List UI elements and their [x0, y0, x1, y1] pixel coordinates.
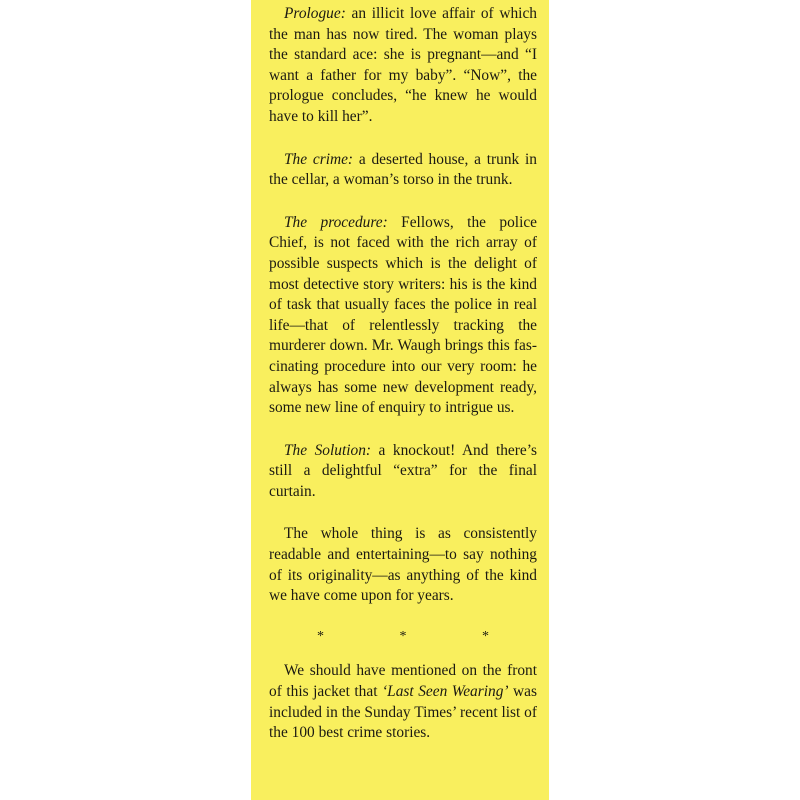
- jacket-flap: [251, 0, 549, 800]
- prologue-lead: Prologue:: [284, 5, 346, 22]
- crime-lead: The crime:: [284, 150, 354, 168]
- note-paragraph: [269, 661, 537, 743]
- solution-lead: The Solution:: [284, 441, 372, 459]
- note-text-after: was included in the Sunday Times’ recent list of the 100 best crime stories.: [269, 683, 537, 742]
- section-separator: * * *: [317, 628, 525, 644]
- procedure-lead: The procedure:: [284, 213, 388, 231]
- procedure-text: Fellows, the police Chief, is not faced with the rich array of possible suspects which is the delight of most detective story writers: his is the kind of task that usually faces the police in real life—that of relentlessly tracking the murderer down. Mr. Waugh brings this fascinating procedure into our very room: he always has some new development ready, some new line of enquiry to intrigue us.: [269, 213, 538, 417]
- summary-paragraph: The whole thing is as consistently readable and entertaining—to say nothing of its originality—as anything of the kind we have come upon for years.: [269, 525, 537, 605]
- solution-text: a knockout! And there’s still a delightful “extra” for the final curtain.: [269, 441, 537, 500]
- prologue-paragraph: [269, 4, 537, 128]
- book-title: ‘Last Seen Wearing’: [382, 683, 509, 701]
- solution-paragraph: [269, 441, 537, 503]
- blurb-text: [269, 4, 537, 766]
- note-text-before: We should have mentioned on the front of this jacket that: [269, 662, 537, 701]
- crime-text: a deserted house, a trunk in the cellar, a woman’s torso in the trunk.: [269, 150, 537, 189]
- procedure-paragraph: [269, 213, 537, 419]
- crime-paragraph: [269, 150, 537, 191]
- prologue-text: an illicit love affair of which the man has now tired. The woman plays the standard ace: she is pregnant—and “I want a father for my baby”. “Now”, the prologue concludes, “he knew he would have to kill her”.: [269, 5, 537, 125]
